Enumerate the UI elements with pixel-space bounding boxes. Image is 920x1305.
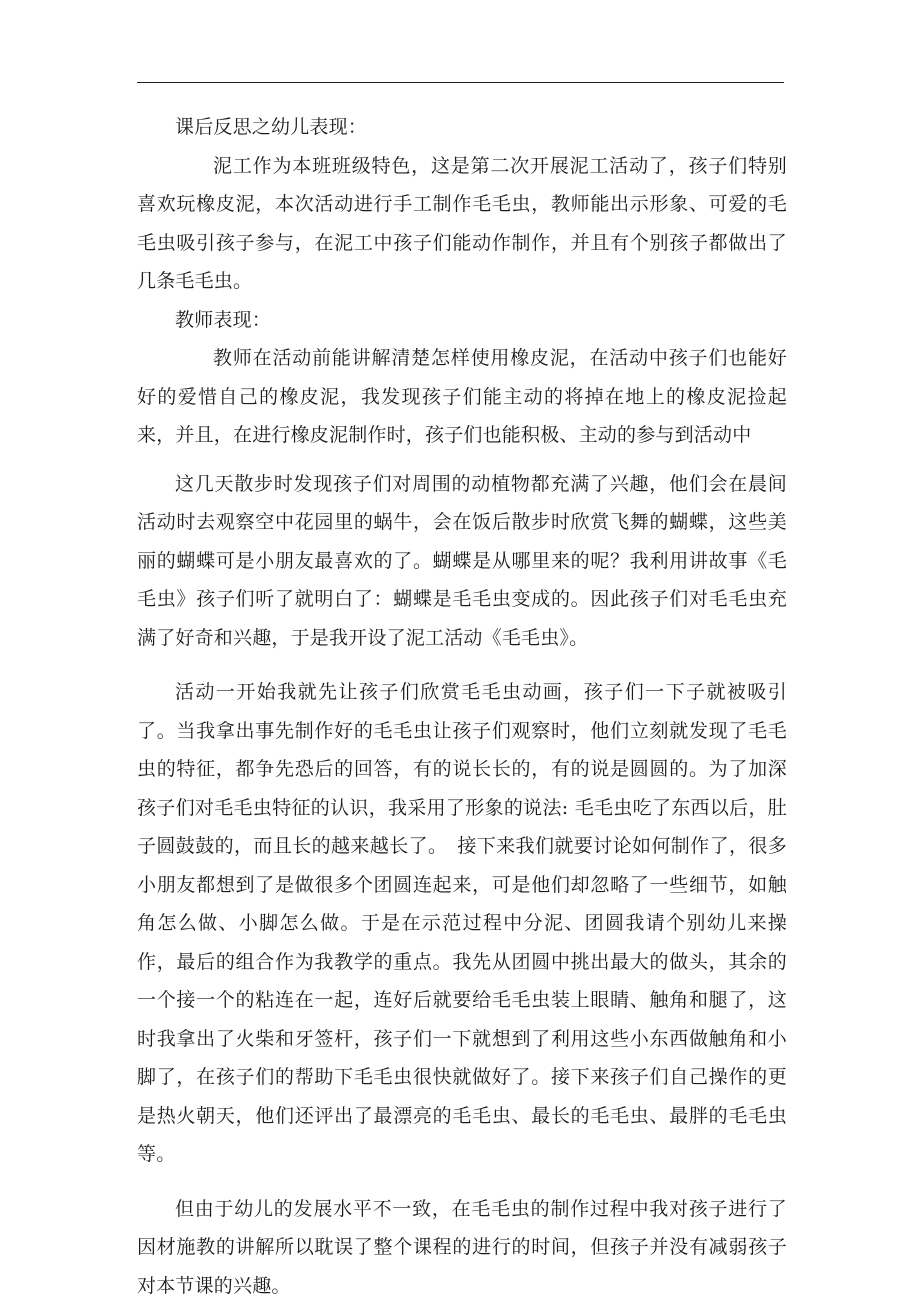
header-rule	[137, 82, 784, 83]
paragraph-child-performance: 泥工作为本班班级特色，这是第二次开展泥工活动了，孩子们特别喜欢玩橡皮泥，本次活动进行手工制作毛毛虫，教师能出示形象、可爱的毛毛虫吸引孩子参与，在泥工中孩子们能动作制作，并且有个别孩子都做出了几条毛毛虫。	[137, 147, 787, 301]
paragraph-background: 这几天散步时发现孩子们对周围的动植物都充满了兴趣，他们会在晨间活动时去观察空中花园里的蜗牛，会在饭后散步时欣赏飞舞的蝴蝶，这些美丽的蝴蝶可是小朋友最喜欢的了。蝴蝶是从哪里来的呢？我利用讲故事《毛毛虫》孩子们听了就明白了：蝴蝶是毛毛虫变成的。因此孩子们对毛毛虫充满了好奇和兴趣，于是我开设了泥工活动《毛毛虫》。	[137, 465, 787, 658]
section-heading-child-performance: 课后反思之幼儿表现：	[137, 108, 787, 147]
section-heading-teacher-performance: 教师表现：	[137, 301, 787, 340]
paragraph-reflection: 但由于幼儿的发展水平不一致，在毛毛虫的制作过程中我对孩子进行了因材施教的讲解所以耽误了整个课程的进行的时间，但孩子并没有减弱孩子对本节课的兴趣。	[137, 1190, 787, 1305]
paragraph-activity-process: 活动一开始我就先让孩子们欣赏毛毛虫动画，孩子们一下子就被吸引了。当我拿出事先制作好的毛毛虫让孩子们观察时，他们立刻就发现了毛毛虫的特征，都争先恐后的回答，有的说长长的，有的说是圆圆的。为了加深孩子们对毛毛虫特征的认识，我采用了形象的说法: 毛毛虫吃了东西以后，肚子圆鼓鼓的，而且长的越来越长了。 接下来我们就要讨论如何制作了，很多小朋友都想到了是做很多个团圆连起来，可是他们却忽略了一些细节，如触角怎么做、小脚怎么做。于是在示范过程中分泥、团圆我请个别幼儿来操作，最后的组合作为我教学的重点。我先从团圆中挑出最大的做头，其余的一个接一个的粘连在一起，连好后就要给毛毛虫装上眼睛、触角和腿了，这时我拿出了火柴和牙签杆，孩子们一下就想到了利用这些小东西做触角和小脚了，在孩子们的帮助下毛毛虫很快就做好了。接下来孩子们自己操作的更是热火朝天，他们还评出了最漂亮的毛毛虫、最长的毛毛虫、最胖的毛毛虫等。	[137, 673, 787, 1174]
document-body	[137, 108, 787, 1305]
paragraph-teacher-performance: 教师在活动前能讲解清楚怎样使用橡皮泥，在活动中孩子们也能好好的爱惜自己的橡皮泥，我发现孩子们能主动的将掉在地上的橡皮泥捡起来，并且，在进行橡皮泥制作时，孩子们也能积极、主动的参与到活动中	[137, 339, 787, 455]
